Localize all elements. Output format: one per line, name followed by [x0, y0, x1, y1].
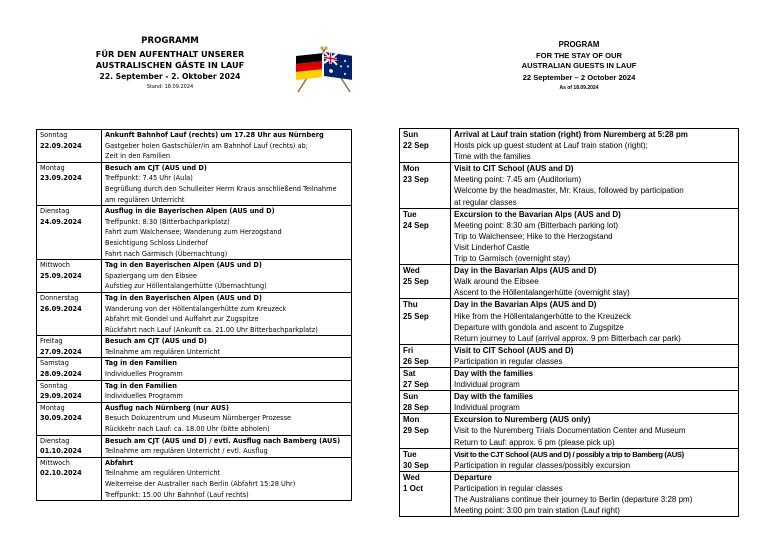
german-title-line-1: PROGRAMM — [141, 36, 199, 46]
date: 29 Sep — [403, 426, 429, 436]
activity-line: Treffpunkt: 15.00 Uhr Bahnhof (Lauf rechts) — [105, 490, 249, 499]
day-cell — [37, 457, 102, 500]
activity-cell — [102, 402, 352, 435]
schedule-row — [37, 380, 352, 402]
activity-cell — [102, 162, 352, 205]
weekday: Dienstag — [40, 436, 70, 445]
activity-cell — [451, 299, 739, 344]
activity-title: Visit to the CJT School (AUS and D) / possibly a trip to Bamberg (AUS) — [454, 449, 684, 459]
date: 02.10.2024 — [40, 469, 82, 478]
activity-cell — [102, 380, 352, 402]
weekday: Tue — [403, 209, 417, 219]
schedule-row — [37, 358, 352, 380]
date: 24 Sep — [403, 220, 429, 230]
day-cell — [400, 414, 451, 448]
activity-line: Meeting point: 8:30 am (Bitterbach parking lot) — [454, 220, 619, 230]
day-cell — [400, 129, 451, 163]
day-cell — [37, 380, 102, 402]
english-schedule-table — [399, 128, 739, 517]
date: 25 Sep — [403, 277, 429, 287]
german-header — [80, 36, 260, 91]
activity-line: The Australians continue their journey to Berlin (departure 3:28 pm) — [454, 495, 693, 504]
day-cell — [37, 358, 102, 380]
day-cell — [400, 448, 451, 471]
activity-line: Departure with gondola and ascent to Zugspitze — [454, 322, 624, 332]
schedule-row — [400, 391, 739, 414]
date: 22 Sep — [403, 141, 429, 151]
schedule-row — [400, 129, 739, 163]
schedule-row — [400, 367, 739, 390]
schedule-row — [37, 292, 352, 335]
german-title-line-2: FÜR DEN AUFENTHALT UNSERER — [95, 49, 245, 60]
weekday: Montag — [40, 163, 65, 172]
schedule-row — [400, 265, 739, 299]
activity-line: Walk around the Eibsee — [454, 277, 539, 287]
day-cell — [37, 435, 102, 457]
activity-title: Besuch am CJT (AUS und D) — [105, 163, 207, 172]
activity-cell — [451, 391, 739, 414]
weekday: Mon — [403, 164, 420, 174]
date: 29.09.2024 — [40, 392, 82, 401]
schedule-row — [37, 435, 352, 457]
schedule-row — [37, 336, 352, 358]
date: 24.09.2024 — [40, 217, 82, 226]
activity-line: Return journey to Lauf (arrival approx. 9 pm Bitterbach car park) — [454, 333, 681, 343]
activity-line: at regular classes — [454, 197, 517, 207]
activity-title: Abfahrt — [105, 458, 134, 467]
schedule-row — [37, 260, 352, 293]
activity-line: Ascent to the Höllentalangerhütte (overnight stay) — [454, 288, 630, 298]
schedule-row — [37, 130, 352, 163]
schedule-row — [37, 162, 352, 205]
date: 26.09.2024 — [40, 304, 82, 313]
activity-line: Visit Linderhof Castle — [454, 242, 530, 252]
day-cell — [400, 391, 451, 414]
date: 26 Sep — [403, 356, 429, 366]
weekday: Donnerstag — [40, 293, 79, 302]
day-cell — [400, 367, 451, 390]
schedule-row — [400, 208, 739, 264]
activity-line: Zeit in den Familien — [105, 152, 171, 161]
activity-title: Ausflug in die Bayerischen Alpen (AUS und D) — [105, 207, 275, 216]
schedule-row — [400, 163, 739, 208]
activity-line: Individual program — [454, 380, 520, 390]
german-title-line-3: AUSTRALISCHEN GÄSTE IN LAUF — [95, 59, 245, 70]
activity-cell — [451, 265, 739, 299]
date: 25 Sep — [403, 311, 429, 321]
activity-line: Meeting point: 3:00 pm train station (Lauf right) — [454, 506, 620, 516]
activity-title: Departure — [454, 472, 492, 482]
english-stand: As of 18.09.2024 — [559, 84, 599, 91]
activity-title: Visit to CIT School (AUS and D) — [454, 345, 574, 355]
activity-title: Besuch am CJT (AUS und D) — [105, 337, 207, 346]
weekday: Freitag — [40, 337, 63, 346]
activity-cell — [451, 367, 739, 390]
weekday: Sonntag — [40, 131, 68, 139]
activity-cell — [451, 129, 739, 163]
weekday: Mon — [403, 415, 420, 425]
activity-title: Day with the families — [454, 392, 534, 402]
activity-title: Day with the families — [454, 368, 534, 378]
schedule-row — [400, 414, 739, 448]
date: 28.09.2024 — [40, 370, 82, 379]
schedule-row — [37, 206, 352, 260]
weekday: Dienstag — [40, 207, 70, 216]
date: 30 Sep — [403, 460, 429, 470]
date: 01.10.2024 — [40, 447, 82, 456]
activity-title: Tag in den Familien — [105, 381, 177, 390]
weekday: Samstag — [40, 359, 69, 368]
day-cell — [400, 344, 451, 367]
activity-line: Besichtigung Schloss Linderhof — [105, 238, 208, 247]
activity-line: Hike from the Höllentalangerhütte to the Kreuzeck — [454, 311, 631, 321]
activity-title: Besuch am CJT (AUS und D) / evtl. Ausflug nach Bamberg (AUS) — [105, 436, 341, 445]
activity-cell — [451, 163, 739, 208]
activity-line: am regulären Unterricht — [105, 195, 185, 204]
date: 28 Sep — [403, 403, 429, 413]
activity-line: Participation in regular classes — [454, 483, 563, 493]
weekday: Sun — [403, 130, 419, 139]
activity-cell — [102, 130, 352, 163]
day-cell — [37, 260, 102, 293]
activity-cell — [451, 344, 739, 367]
date: 1 Oct — [403, 483, 424, 493]
day-cell — [37, 336, 102, 358]
activity-line: Teilnahme am regulären Unterricht — [105, 469, 221, 478]
english-title-line-2: FOR THE STAY OF OUR — [536, 51, 622, 61]
activity-line: Meeting point: 7.45 am (Auditorium) — [454, 175, 582, 185]
day-cell — [37, 206, 102, 260]
crossed-german-australian-flags-icon — [292, 42, 356, 94]
weekday: Sat — [403, 368, 416, 378]
activity-line: Rückkehr nach Lauf: ca. 18.00 Uhr (bitte abholen) — [105, 425, 270, 434]
schedule-row — [400, 448, 739, 471]
day-cell — [400, 208, 451, 264]
schedule-row — [37, 457, 352, 500]
activity-title: Tag in den Bayerischen Alpen (AUS und D) — [105, 261, 262, 270]
weekday: Mittwoch — [40, 458, 70, 467]
day-cell — [37, 130, 102, 163]
activity-line: Hosts pick up guest student at Lauf train station (right); — [454, 141, 648, 151]
activity-line: Participation in regular classes — [454, 356, 563, 366]
activity-line: Aufstieg zur Höllentalangerhütte (Übernachtung) — [105, 282, 267, 291]
activity-line: Time with the families — [454, 152, 531, 162]
activity-line: Abfahrt mit Gondel und Auffahrt zur Zugspitze — [105, 315, 259, 324]
english-date-range: 22 September – 2 October 2024 — [522, 72, 636, 82]
activity-line: Visit to the Nuremberg Trials Documentation Center and Museum — [454, 426, 686, 436]
date: 27.09.2024 — [40, 347, 82, 356]
activity-title: Day in the Bavarian Alps (AUS and D) — [454, 300, 597, 310]
date: 22.09.2024 — [40, 141, 82, 150]
date: 30.09.2024 — [40, 414, 82, 423]
activity-cell — [451, 471, 739, 516]
activity-cell — [102, 358, 352, 380]
date: 23 Sep — [403, 175, 429, 185]
date: 23.09.2024 — [40, 174, 82, 183]
activity-cell — [102, 292, 352, 335]
activity-line: Trip to Walchensee; Hike to the Herzogstand — [454, 231, 613, 241]
weekday: Thu — [403, 300, 418, 310]
date: 27 Sep — [403, 380, 429, 390]
german-schedule-table — [36, 129, 352, 501]
weekday: Sonntag — [40, 381, 68, 390]
schedule-row — [400, 299, 739, 344]
activity-cell — [102, 206, 352, 260]
activity-line: Treffpunkt: 7.45 Uhr (Aula) — [105, 174, 193, 183]
activity-line: Gastgeber holen Gastschüler/in am Bahnhof Lauf (rechts) ab; — [105, 141, 308, 150]
activity-title: Tag in den Familien — [105, 359, 177, 368]
activity-title: Ausflug nach Nürnberg (nur AUS) — [105, 403, 229, 412]
german-date-range: 22. September - 2. Oktober 2024 — [99, 72, 241, 82]
activity-line: Teilnahme am regulären Unterricht — [105, 347, 221, 356]
day-cell — [37, 162, 102, 205]
activity-line: Individual program — [454, 403, 520, 413]
day-cell — [37, 402, 102, 435]
activity-cell — [102, 457, 352, 500]
english-title-line-3: AUSTRALIAN GUESTS IN LAUF — [521, 60, 637, 70]
activity-cell — [451, 414, 739, 448]
english-title-line-1: PROGRAM — [558, 40, 600, 49]
activity-line: Individuelles Programm — [105, 370, 183, 379]
activity-line: Individuelles Programm — [105, 392, 183, 401]
activity-cell — [451, 208, 739, 264]
activity-line: Teilnahme am regulären Unterricht / evtl. Ausflug — [105, 447, 268, 456]
schedule-row — [400, 471, 739, 516]
activity-title: Excursion to the Bavarian Alps (AUS and D) — [454, 209, 621, 219]
activity-title: Day in the Bavarian Alps (AUS and D) — [454, 266, 597, 276]
weekday: Montag — [40, 403, 65, 412]
activity-line: Spaziergang um den Eibsee — [105, 271, 197, 280]
activity-line: Rückfahrt nach Lauf (Ankunft ca. 21.00 Uhr Bitterbachparkplatz) — [105, 325, 318, 334]
activity-title: Tag in den Bayerischen Alpen (AUS und D) — [105, 293, 262, 302]
activity-line: Fahrt nach Garmisch (Übernachtung) — [105, 249, 228, 258]
activity-line: Begrüßung durch den Schulleiter Herrn Kraus anschließend Teilnahme — [105, 184, 337, 193]
activity-line: Return to Lauf: approx. 6 pm (please pick up) — [454, 437, 615, 447]
activity-cell — [102, 435, 352, 457]
activity-cell — [102, 336, 352, 358]
day-cell — [400, 163, 451, 208]
activity-line: Welcome by the headmaster, Mr. Kraus, followed by participation — [454, 186, 684, 196]
activity-cell — [451, 448, 739, 471]
day-cell — [400, 471, 451, 516]
day-cell — [400, 299, 451, 344]
activity-line: Treffpunkt: 8:30 (Bitterbachparkplatz) — [105, 217, 230, 226]
activity-cell — [102, 260, 352, 293]
weekday: Mittwoch — [40, 261, 70, 270]
activity-title: Ankunft Bahnhof Lauf (rechts) um 17.28 Uhr aus Nürnberg — [105, 131, 324, 139]
activity-title: Excursion to Nuremberg (AUS only) — [454, 415, 591, 425]
weekday: Wed — [403, 266, 420, 276]
activity-line: Weiterreise der Australier nach Berlin (Abfahrt 15:28 Uhr) — [105, 480, 296, 488]
activity-title: Arrival at Lauf train station (right) from Nuremberg at 5:28 pm — [454, 130, 688, 139]
schedule-row — [400, 344, 739, 367]
activity-line: Trip to Garmisch (overnight stay) — [454, 254, 571, 264]
activity-line: Wanderung von der Höllentalangerhütte zum Kreuzeck — [105, 304, 287, 313]
weekday: Wed — [403, 472, 420, 482]
activity-title: Visit to CIT School (AUS and D) — [454, 164, 574, 174]
activity-line: Participation in regular classes/possibly excursion — [454, 460, 631, 470]
day-cell — [37, 292, 102, 335]
german-stand: Stand: 18.09.2024 — [146, 84, 194, 91]
schedule-row — [37, 402, 352, 435]
date: 25.09.2024 — [40, 271, 82, 280]
day-cell — [400, 265, 451, 299]
activity-line: Fahrt zum Walchensee; Wanderung zum Herzogstand — [105, 228, 282, 237]
weekday: Tue — [403, 449, 417, 459]
weekday: Sun — [403, 392, 419, 402]
weekday: Fri — [403, 345, 414, 355]
activity-line: Besuch Dokuzentrum und Museum Nürnberger Prozesse — [105, 414, 292, 423]
english-header — [474, 40, 684, 91]
